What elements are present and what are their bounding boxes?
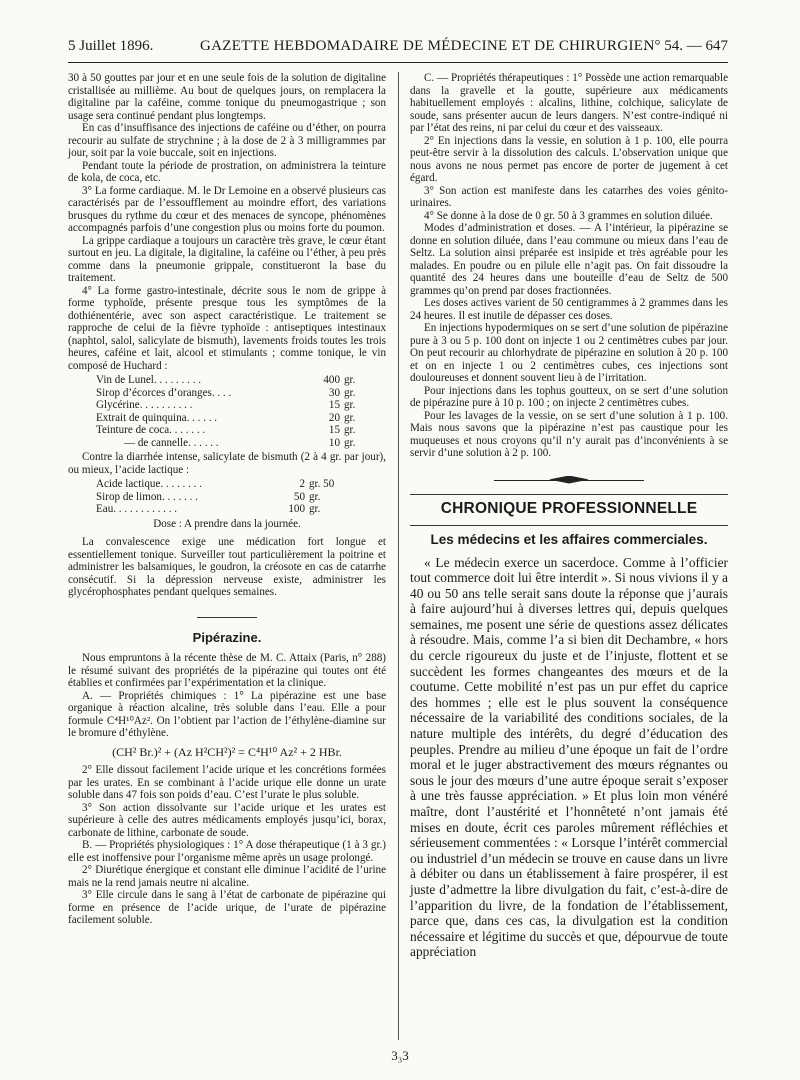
paragraph: Contre la diarrhée intense, salicylate de bismuth (2 à 4 gr. par jour), ou mieux, l’acide lactique : (68, 451, 386, 476)
chemical-formula: (CH² Br.)² + (Az H²CH²)² = C⁴H¹⁰ Az² + 2 HBr. (112, 744, 342, 759)
header-rule (68, 62, 728, 63)
section-rule (197, 617, 257, 618)
recipe-line: Sirop de limon. . . . . . . 50 gr. (96, 490, 321, 503)
paragraph: Pour injections dans les tophus goutteux, on se sert d’une solution de pipérazine pure à 10 p. 100 ; on injecte 2 centimètres cubes. (410, 384, 728, 409)
paragraph: 3° Son action dissolvante sur l’acide urique et les urates est supérieure à celle des autres médicaments employés jusqu’ici, borax, carbonate de lithine, carbonate de soude. (68, 801, 386, 839)
dose-note: Dose : A prendre dans la journée. (153, 517, 301, 530)
column-divider (398, 72, 399, 1040)
chronique-heading: CHRONIQUE PROFESSIONNELLE (440, 499, 698, 517)
paragraph: Modes d’administration et doses. — A l’intérieur, la pipérazine se donne en solution diluée, dans l’eau commune ou mieux dans l’eau de Seltz. La solution ainsi préparée est insipide et très agréable pour les malades. En poudre ou en pilule elle n’agit pas. On fait dissoudre la quantité des 24 heures dans une bouteille d’eau de Seltz de 500 grammes qu’on prend par doses fractionnées. (410, 222, 728, 297)
paragraph: B. — Propriétés physiologiques : 1° A dose thérapeutique (1 à 3 gr.) elle est inoffensive pour l’organisme même après un usage prolongé. (68, 839, 386, 864)
paragraph: En cas d’insuffisance des injections de caféine ou d’éther, on pourra recourir au sulfate de strychnine ; à la dose de 2 à 3 milligrammes par jour, soit par la voie buccale, soit en injections. (68, 122, 386, 159)
paragraph: 30 à 50 gouttes par jour et en une seule fois de la solution de digitaline cristallisée au millième. Au bout de quelques jours, on remplacera la digitaline par la caféine, comme tonique du pneumogastrique ; son usage sera continué pendant plus longtemps. (68, 72, 386, 122)
paragraph: 3° La forme cardiaque. M. le Dr Lemoine en a observé plusieurs cas caractérisés par de l’essoufflement au moindre effort, des variations brusques du rythme du cœur et des menaces de syncope, phénomènes accompagnés parfois d’une congestion plus ou moins forte du poumon. (68, 184, 386, 234)
paragraph: 2° En injections dans la vessie, en solution à 1 p. 100, elle pourra peut-être servir à la dissolution des calculs. L’observation unique que nous avons ne nous permet pas encore de porter de jugement à cet égard. (410, 134, 728, 184)
recipe-line: Eau. . . . . . . . . . . . 100 gr. (96, 503, 321, 515)
left-column (68, 72, 386, 927)
page-header (68, 38, 728, 60)
paragraph: A. — Propriétés chimiques : 1° La pipérazine est une base organique à réaction alcaline, très soluble dans l’eau. Elle a pour formule C⁴H¹⁰Az². On l’obtient par l’action de l’éthylène-diamine sur le bromure d’éthylène. (68, 689, 386, 739)
paragraph: C. — Propriétés thérapeutiques : 1° Possède une action remarquable dans la gravelle et la goutte, supérieure aux médicaments habituellement employés : alcalins, lithine, colchique, salicylate de soude, sans présenter aucun de leurs dangers. N’est contre-indiqué ni par l’état des reins, ni par celui du cœur et des vaisseaux. (410, 72, 728, 134)
paragraph: La convalescence exige une médication fort longue et essentiellement tonique. Surveiller tout particulièrement la poitrine et administrer les balsamiques, le goudron, la créosote en cas de catarrhe consécutif. Si la dépression nerveuse existe, administrer les glycérophosphates pendant quelques semaines. (68, 536, 386, 598)
recipe-line: Teinture de coca. . . . . . . 15 gr. (96, 424, 356, 436)
header-title: GAZETTE HEBDOMADAIRE DE MÉDECINE ET DE CHIRURGIE. (200, 38, 648, 54)
header-issue: N° 54. — 647 (643, 38, 728, 54)
recipe-line: Vin de Lunel. . . . . . . . . 400 gr. (96, 374, 356, 386)
paragraph: En injections hypodermiques on se sert d’une solution de pipérazine pure à 3 ou 5 p. 100 dont on injecte 1 ou 2 centimètres cubes par jour. On peut recourir au chlorhydrate de pipérazine en solution à 20 p. 100 et on en injecte 1 ou 2 centimètres cubes, ces injections sont douloureuses et donnent souvent lieu à de l’irritation. (410, 322, 728, 384)
paragraph: 4° La forme gastro-intestinale, décrite sous le nom de grippe à forme typhoïde, présente presque tous les symptômes de la dothiénentérie, avec son aspect caractéristique. Le traitement se rapproche de celui de la fièvre typhoïde : antiseptiques intestinaux (naphtol, salol, salicylate de bismuth), lavements froids toutes les trois heures, caféine et lait, alcool et stimulants ; comme tonique, le vin composé de Huchard : (68, 284, 386, 372)
recipe-line: Acide lactique. . . . . . . . 2 gr. 50 (96, 478, 335, 490)
paragraph: « Le médecin exerce un sacerdoce. Comme à l’officier tout commerce doit lui être interdit ». Si nous vivions il y a 40 ou 50 ans telle serait sans doute la réponse que j’aurais à faire aujourd’hui à diverses lettres qui, depuis quelques semaines, me posent une série de questions assez délicates à résoudre. Mais, comme l’a si bien dit Dechambre, « hors du cercle rigoureux du juste et de l’injuste, flottent et se succèdent les formes changeantes des mœurs et de la coutume. Cette mobilité n’est pas un pur effet du caprice des hommes ; elle est le plus souvent la conséquence nécessaire de la variabilité des conditions sociales, de la nature multiple des intérêts, du degré d’éducation des peuples. Prendre au milieu d’une époque un fait de l’ordre moral et le juger abstractivement des mœurs régnantes ou sous le jour des mœurs d’une autre époque serait s’exposer à une très fausse appréciation. » Et plus loin mon vénéré maître, dont l’austérité et l’honnêteté n’ont jamais été mises en doute, écrit ces paroles mûrement réfléchies et sérieusement commentées : « Lorsque l’intérêt commercial ou industriel d’un médecin se trouve en cause dans un livre à débiter ou dans un établissement à faire prospérer, il est juste d’admettre la libre divulgation du fait, c’est-à-dire de l’apparition du livre, de la fondation de l’établissement, parce que, dans ces cas, la divulgation est la condition nécessaire et légitime du succès et que, dépourvue de toute appréciation (410, 554, 728, 960)
paragraph: Pour les lavages de la vessie, on se sert d’une solution à 1 p. 100. Mais nous savons que la pipérazine n’est pas caustique pour les muqueuses et nous croyons qu’il n’y aurait pas d’inconvénients à se servir d’une solution à 2 p. 100. (410, 409, 728, 459)
paragraph: 2° Elle dissout facilement l’acide urique et les concrétions formées par les urates. En se combinant à l’acide urique elle donne un urate soluble dans 47 fois son poids d’eau. C’est l’urate le plus soluble. (68, 764, 386, 801)
article-subtitle: Les médecins et les affaires commerciales. (430, 532, 708, 547)
page-number: 3₃3 (391, 1048, 409, 1063)
ornament-divider (494, 478, 644, 484)
paragraph: 3° Son action est manifeste dans les catarrhes des voies génito-urinaires. (410, 184, 728, 209)
section-title: Pipérazine. (192, 629, 262, 645)
paragraph: 3° Elle circule dans le sang à l’état de carbonate de pipérazine qui forme en présence de l’acide urique, de l’urate de pipérazine facilement soluble. (68, 889, 386, 926)
paragraph: Pendant toute la période de prostration, on administrera la teinture de kola, de coca, etc. (68, 159, 386, 184)
recipe-line: Sirop d’écorces d’oranges. . . . 30 gr. (96, 386, 356, 399)
chronique-rule (410, 494, 728, 495)
recipe-line: Glycérine. . . . . . . . . . 15 gr. (96, 399, 356, 411)
paragraph: La grippe cardiaque a toujours un caractère très grave, le cœur étant surtout en jeu. La digitale, la digitaline, la caféine ou l’éther, à peu près comme dans la pneumonie grippale, constitueront la base du traitement. (68, 234, 386, 284)
recipe-huchard (96, 374, 386, 449)
header-date: 5 Juillet 1896. (68, 38, 154, 54)
paragraph: Nous empruntons à la récente thèse de M. C. Attaix (Paris, n° 288) le résumé suivant des propriétés de la pipérazine qui toutes ont été établies et confirmées par l’expérimentation et la clinique. (68, 652, 386, 689)
paragraph: 2° Diurétique énergique et constant elle diminue l’acidité de l’urine mais ne la rend jamais neutre ni alcaline. (68, 864, 386, 889)
recipe-lactic (96, 478, 386, 516)
paragraph: 4° Se donne à la dose de 0 gr. 50 à 3 grammes en solution diluée. (424, 209, 713, 222)
chronique-rule (410, 525, 728, 526)
paragraph: Les doses actives varient de 50 centigrammes à 2 grammes dans les 24 heures. Il est inutile de dépasser ces doses. (410, 297, 728, 322)
right-column (410, 72, 728, 960)
recipe-line: Extrait de quinquina. . . . . . 20 gr. (96, 411, 356, 424)
recipe-line: — de cannelle. . . . . . 10 gr. (124, 436, 356, 449)
